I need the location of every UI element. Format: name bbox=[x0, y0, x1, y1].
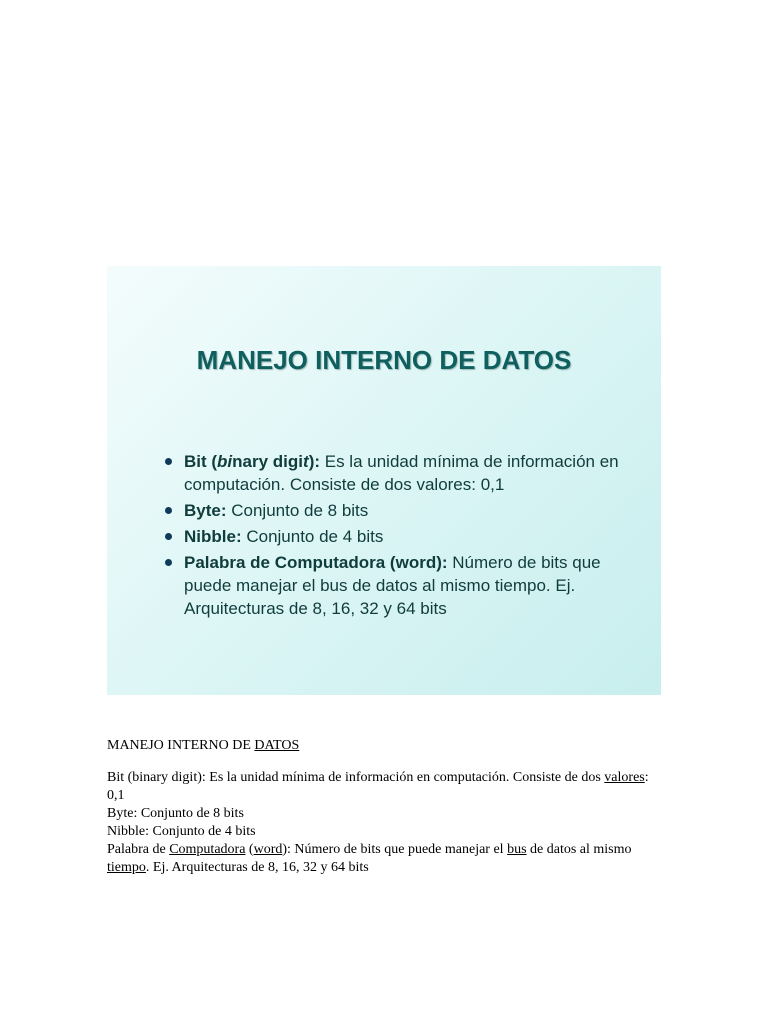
bullet-icon bbox=[165, 458, 172, 465]
bullet-icon bbox=[165, 507, 172, 514]
link-datos[interactable]: DATOS bbox=[254, 738, 300, 753]
slide-item-byte bbox=[165, 499, 635, 522]
slide-image bbox=[107, 266, 661, 695]
slide-item-word-text: Número de bits que puede manejar el bus de datos al mismo tiempo. Ej. Arquitecturas de 8, 16, 32 y 64 bits bbox=[184, 553, 601, 618]
slide-bullet-list bbox=[165, 450, 635, 623]
link-valores[interactable]: valores bbox=[604, 770, 645, 785]
slide-item-nibble-term: Nibble: bbox=[184, 527, 242, 546]
paragraph-byte: Byte: Conjunto de 8 bits bbox=[107, 806, 244, 821]
bullet-icon bbox=[165, 533, 172, 540]
bullet-icon bbox=[165, 559, 172, 566]
slide-item-word-term: Palabra de Computadora (word): bbox=[184, 553, 448, 572]
link-word[interactable]: word bbox=[253, 842, 283, 857]
document-title: MANEJO INTERNO DE DATOS bbox=[107, 738, 300, 753]
slide-title: MANEJO INTERNO DE DATOS bbox=[196, 345, 572, 375]
link-tiempo[interactable]: tiempo bbox=[107, 860, 146, 875]
slide-item-word bbox=[165, 551, 635, 620]
link-bus[interactable]: bus bbox=[507, 842, 527, 857]
slide-item-bit-text: Es la unidad mínima de información en computación. Consiste de dos valores: 0,1 bbox=[184, 452, 619, 494]
slide-item-byte-text: Conjunto de 8 bits bbox=[226, 501, 369, 520]
slide-item-bit-term: Bit (binary digit): bbox=[184, 452, 321, 471]
link-computadora[interactable]: Computadora bbox=[169, 842, 246, 857]
paragraph-bit: Bit (binary digit): Es la unidad mínima de información en computación. Consiste de dos valores: 0,1 bbox=[107, 770, 649, 803]
paragraph-nibble: Nibble: Conjunto de 4 bits bbox=[107, 824, 256, 839]
document-body bbox=[107, 769, 667, 877]
slide-item-nibble-text: Conjunto de 4 bits bbox=[241, 527, 384, 546]
paragraph-word: Palabra de Computadora (word): Número de bits que puede manejar el bus de datos al mismo tiempo. Ej. Arquitecturas de 8, 16, 32 y 64 bits bbox=[107, 842, 632, 875]
slide-item-bit bbox=[165, 450, 635, 496]
slide-item-byte-term: Byte: bbox=[184, 501, 227, 520]
slide-item-nibble bbox=[165, 525, 635, 548]
